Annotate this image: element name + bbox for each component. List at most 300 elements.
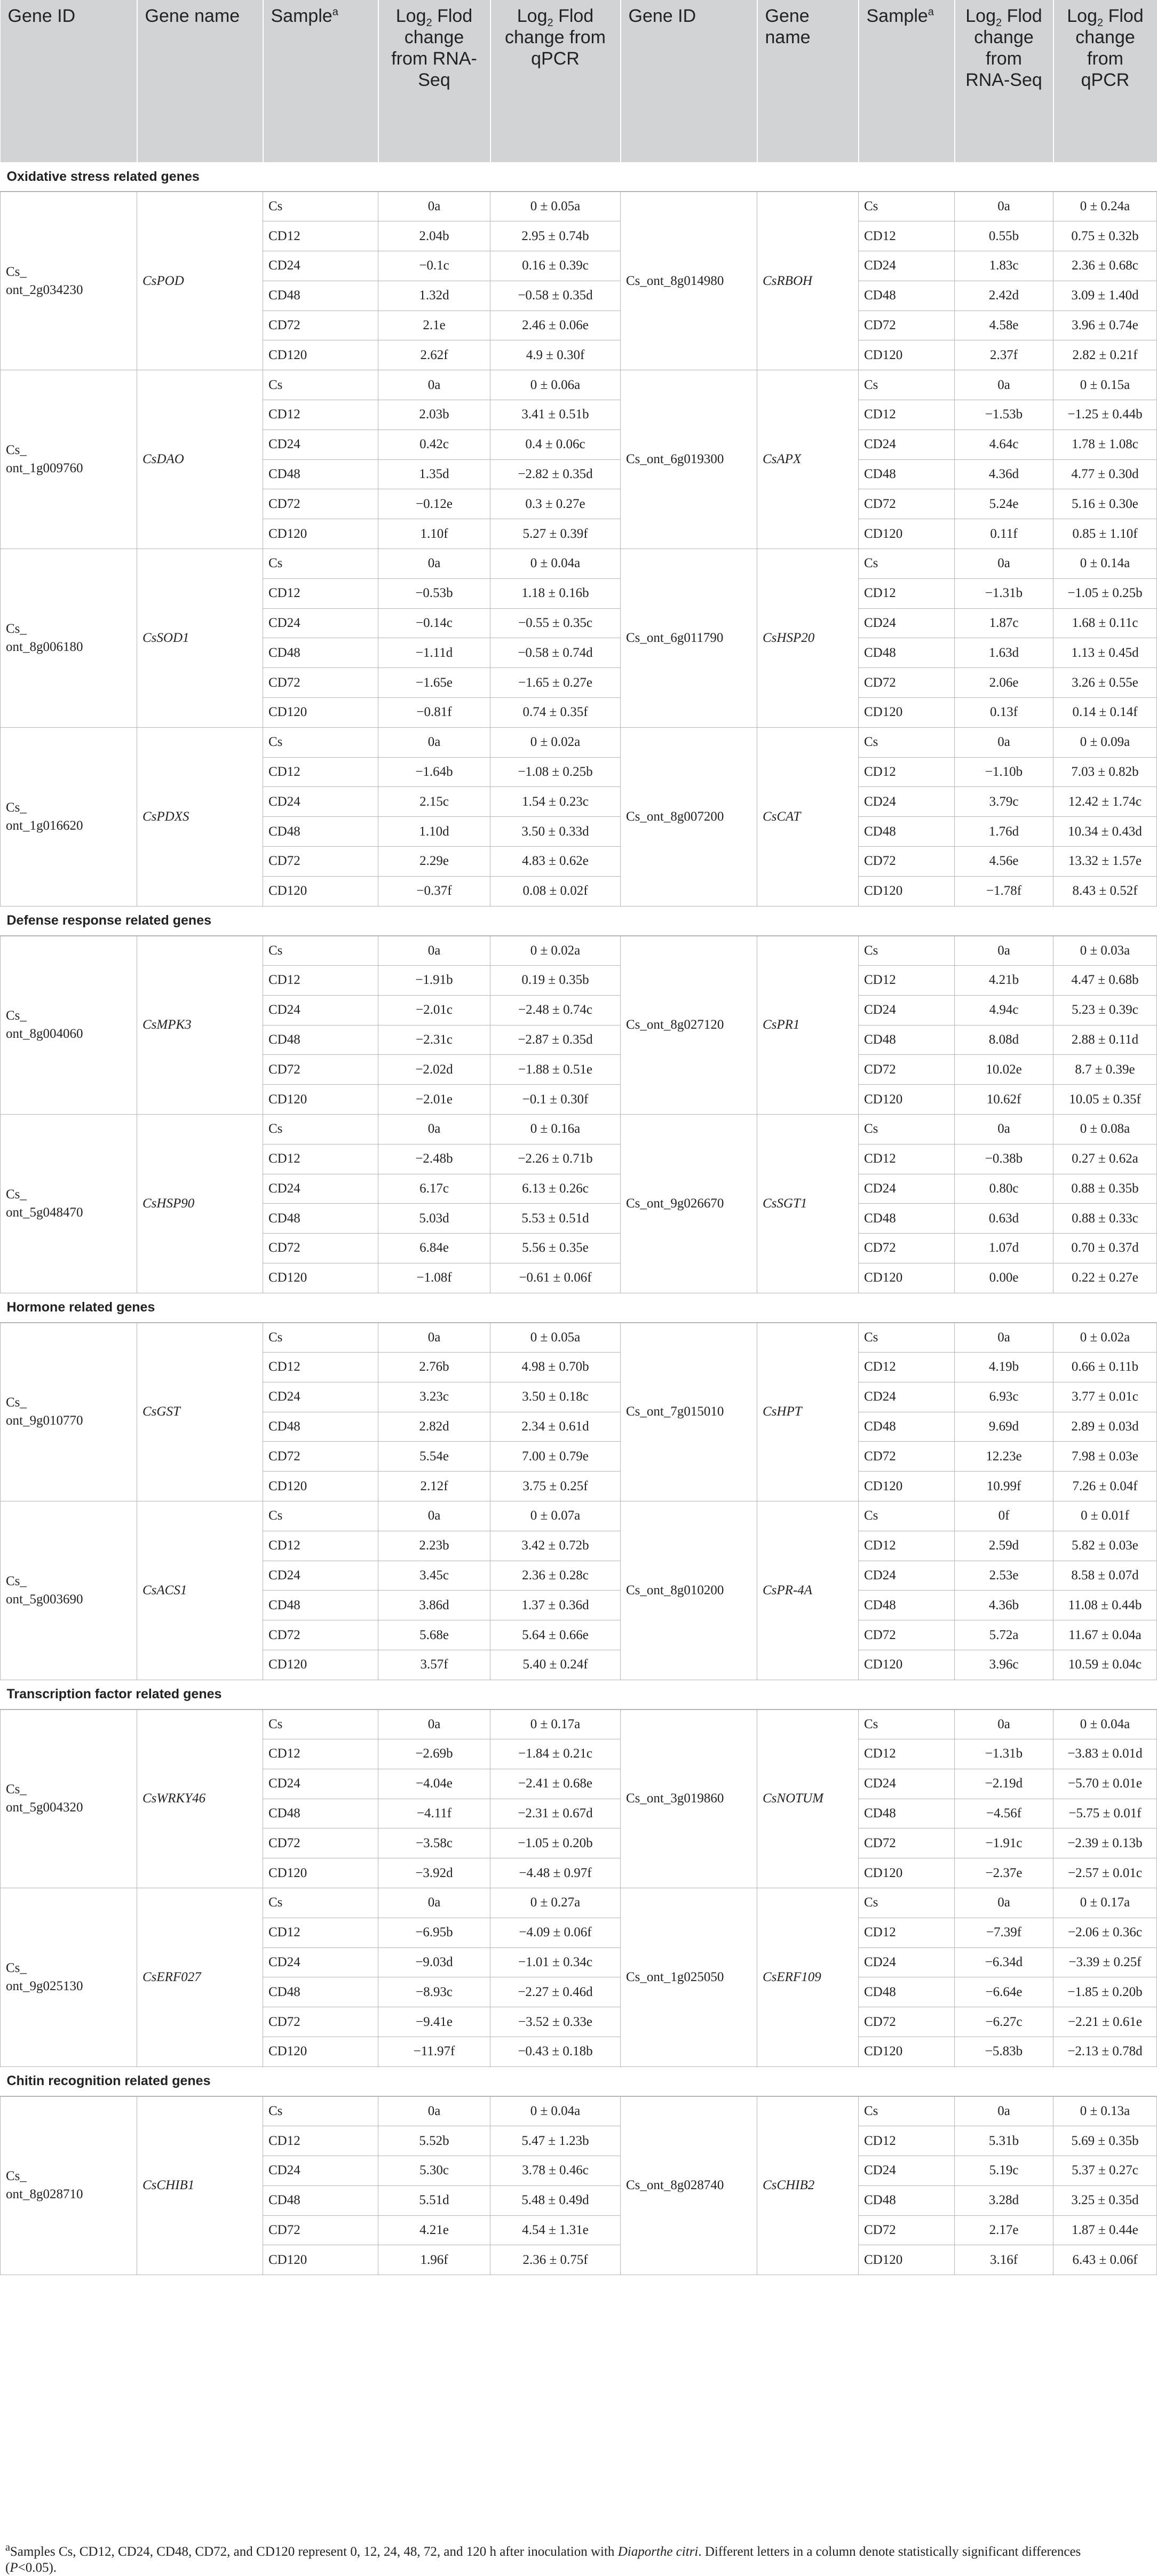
qpcr-value: 0 ± 0.27a [490, 1888, 621, 1918]
rnaseq-value: −9.41e [378, 2007, 490, 2037]
sample-cell: CD12 [263, 578, 378, 608]
gene-name: CsERF109 [757, 1888, 859, 2067]
sample-cell: Cs [859, 549, 955, 579]
qpcr-value: 0.08 ± 0.02f [490, 876, 621, 906]
qpcr-value: 0.4 ± 0.06c [490, 430, 621, 459]
sample-cell: Cs [263, 192, 378, 221]
sample-cell: CD120 [263, 698, 378, 728]
qpcr-value: 0.27 ± 0.62a [1053, 1144, 1157, 1174]
gene-id [1, 1501, 137, 1680]
rnaseq-value: 0a [955, 936, 1053, 966]
rnaseq-value: −3.58c [378, 1828, 490, 1858]
sample-cell: CD120 [263, 1650, 378, 1680]
sample-cell: CD24 [263, 2156, 378, 2185]
sample-cell: CD48 [263, 1977, 378, 2007]
qpcr-value: −3.83 ± 0.01d [1053, 1739, 1157, 1769]
sample-cell: CD24 [859, 1769, 955, 1799]
qpcr-value: 0 ± 0.01f [1053, 1501, 1157, 1531]
rnaseq-value: 6.17c [378, 1174, 490, 1204]
sample-cell: CD24 [859, 995, 955, 1025]
gene-name: CsSOD1 [137, 549, 263, 728]
rnaseq-value: 4.21e [378, 2215, 490, 2245]
qpcr-value: 0 ± 0.17a [1053, 1888, 1157, 1918]
sample-cell: Cs [859, 1710, 955, 1739]
qpcr-value: 5.37 ± 0.27c [1053, 2156, 1157, 2185]
sample-cell: CD48 [859, 638, 955, 668]
qpcr-value: 0 ± 0.02a [490, 936, 621, 966]
qpcr-value: −1.85 ± 0.20b [1053, 1977, 1157, 2007]
rnaseq-value: 0.80c [955, 1174, 1053, 1204]
rnaseq-value: −8.93c [378, 1977, 490, 2007]
qpcr-value: 3.78 ± 0.46c [490, 2156, 621, 2185]
sample-cell: CD24 [859, 608, 955, 638]
rnaseq-value: 0a [378, 1501, 490, 1531]
sample-cell: CD12 [263, 1918, 378, 1947]
rnaseq-value: 4.21b [955, 965, 1053, 995]
rnaseq-value: −0.53b [378, 578, 490, 608]
rnaseq-value: −3.92d [378, 1858, 490, 1888]
qpcr-value: 2.88 ± 0.11d [1053, 1025, 1157, 1055]
qpcr-value: 0 ± 0.07a [490, 1501, 621, 1531]
qpcr-value: 0 ± 0.05a [490, 192, 621, 221]
gene-id: Cs_ont_8g010200 [621, 1501, 757, 1680]
sample-cell: CD24 [263, 251, 378, 281]
sample-cell: CD120 [263, 1858, 378, 1888]
qpcr-value: 4.77 ± 0.30d [1053, 459, 1157, 489]
rnaseq-value: −11.97f [378, 2037, 490, 2067]
gene-id-part: Cs_ [6, 1008, 27, 1023]
gene-id-part: Cs_ [6, 1395, 27, 1410]
rnaseq-value: 0.55b [955, 221, 1053, 251]
sample-cell: Cs [859, 1323, 955, 1353]
qpcr-value: −0.1 ± 0.30f [490, 1085, 621, 1115]
rnaseq-value: 5.54e [378, 1442, 490, 1472]
qpcr-value: 5.40 ± 0.24f [490, 1650, 621, 1680]
rnaseq-value: 0a [955, 1323, 1053, 1353]
gene-name: CsPR-4A [757, 1501, 859, 1680]
sample-cell: Cs [263, 727, 378, 757]
rnaseq-value: −1.53b [955, 400, 1053, 430]
rnaseq-value: 2.12f [378, 1472, 490, 1501]
qpcr-value: 4.98 ± 0.70b [490, 1352, 621, 1382]
gene-id: Cs_ont_8g027120 [621, 936, 757, 1115]
qpcr-value: 4.47 ± 0.68b [1053, 965, 1157, 995]
qpcr-value: 4.9 ± 0.30f [490, 340, 621, 370]
rnaseq-value: 4.64c [955, 430, 1053, 459]
sample-cell: CD24 [263, 1769, 378, 1799]
sample-cell: CD24 [263, 1382, 378, 1412]
sample-cell: CD12 [859, 221, 955, 251]
sample-cell: CD72 [263, 1828, 378, 1858]
sample-cell: CD120 [859, 519, 955, 549]
sample-cell: CD72 [859, 1234, 955, 1263]
rnaseq-value: 3.16f [955, 2245, 1053, 2275]
sample-cell: CD24 [859, 1947, 955, 1977]
gene-id-part: Cs_ [6, 1782, 27, 1797]
rnaseq-value: 0a [955, 1888, 1053, 1918]
gene-name: CsHSP20 [757, 549, 859, 728]
sample-cell: Cs [263, 1710, 378, 1739]
qpcr-value: 0.70 ± 0.37d [1053, 1234, 1157, 1263]
qpcr-value: −2.31 ± 0.67d [490, 1799, 621, 1828]
gene-id-part: ont_8g028710 [6, 2187, 83, 2202]
qpcr-value: 7.03 ± 0.82b [1053, 757, 1157, 787]
rnaseq-value: 3.96c [955, 1650, 1053, 1680]
qpcr-value: −1.88 ± 0.51e [490, 1055, 621, 1085]
qpcr-value: 0.16 ± 0.39c [490, 251, 621, 281]
qpcr-value: 0 ± 0.06a [490, 370, 621, 400]
sample-cell: CD12 [263, 757, 378, 787]
qpcr-value: 3.25 ± 0.35d [1053, 2185, 1157, 2215]
gene-name: CsCHIB2 [757, 2096, 859, 2275]
footnote-marker: a [5, 2541, 10, 2554]
gene-id [1, 1888, 137, 2067]
qpcr-value: 0.19 ± 0.35b [490, 965, 621, 995]
table-row [1, 549, 1157, 579]
sample-cell: CD48 [859, 459, 955, 489]
rnaseq-value: 2.03b [378, 400, 490, 430]
qpcr-value: 0.74 ± 0.35f [490, 698, 621, 728]
qpcr-value: −2.48 ± 0.74c [490, 995, 621, 1025]
gene-id: Cs_ont_7g015010 [621, 1323, 757, 1501]
sample-cell: CD48 [859, 1412, 955, 1442]
rnaseq-value: −2.31c [378, 1025, 490, 1055]
qpcr-value: 5.47 ± 1.23b [490, 2126, 621, 2156]
sample-cell: CD12 [859, 578, 955, 608]
qpcr-value: 0.88 ± 0.35b [1053, 1174, 1157, 1204]
sample-cell: CD12 [263, 1531, 378, 1561]
sample-cell: CD72 [263, 1234, 378, 1263]
gene-id-part: ont_1g016620 [6, 818, 83, 833]
section-row [1, 2066, 1157, 2096]
rnaseq-value: 0a [378, 1114, 490, 1144]
sample-cell: CD72 [859, 489, 955, 519]
sample-cell: Cs [263, 1114, 378, 1144]
sample-cell: Cs [859, 370, 955, 400]
sample-cell: CD72 [263, 489, 378, 519]
header-gene-id: Gene ID [1, 0, 137, 162]
qpcr-value: 0.3 ± 0.27e [490, 489, 621, 519]
gene-name: CsPDXS [137, 727, 263, 906]
sample-cell: CD48 [263, 281, 378, 311]
qpcr-value: 0.88 ± 0.33c [1053, 1204, 1157, 1234]
qpcr-value: 0.22 ± 0.27e [1053, 1263, 1157, 1293]
rnaseq-value: 5.68e [378, 1620, 490, 1650]
qpcr-value: 5.23 ± 0.39c [1053, 995, 1157, 1025]
rnaseq-value: 10.02e [955, 1055, 1053, 1085]
sample-cell: CD72 [859, 1620, 955, 1650]
qpcr-value: 7.98 ± 0.03e [1053, 1442, 1157, 1472]
rnaseq-value: −1.11d [378, 638, 490, 668]
rnaseq-value: −4.56f [955, 1799, 1053, 1828]
section-title: Defense response related genes [1, 906, 1157, 936]
sample-cell: CD48 [859, 1025, 955, 1055]
rnaseq-value: 2.53e [955, 1561, 1053, 1591]
qpcr-value: 3.77 ± 0.01c [1053, 1382, 1157, 1412]
sample-cell: CD24 [859, 1382, 955, 1412]
rnaseq-value: 2.29e [378, 847, 490, 877]
rnaseq-value: −1.91b [378, 965, 490, 995]
rnaseq-value: 0a [378, 727, 490, 757]
gene-id: Cs_ont_1g025050 [621, 1888, 757, 2067]
sample-cell: CD24 [263, 1947, 378, 1977]
rnaseq-value: 1.63d [955, 638, 1053, 668]
header-gene-name: Gene name [757, 0, 859, 162]
gene-name: CsCHIB1 [137, 2096, 263, 2275]
rnaseq-value: −0.14c [378, 608, 490, 638]
rnaseq-value: −4.04e [378, 1769, 490, 1799]
gene-name: CsCAT [757, 727, 859, 906]
qpcr-value: −2.87 ± 0.35d [490, 1025, 621, 1055]
sample-cell: Cs [859, 1501, 955, 1531]
sample-cell: Cs [859, 936, 955, 966]
sample-cell: CD120 [859, 698, 955, 728]
rnaseq-value: 0a [955, 1114, 1053, 1144]
qpcr-value: 3.09 ± 1.40d [1053, 281, 1157, 311]
rnaseq-value: 10.99f [955, 1472, 1053, 1501]
sample-cell: CD24 [859, 251, 955, 281]
table-body [1, 162, 1157, 2275]
sample-cell: CD48 [263, 459, 378, 489]
rnaseq-value: 4.94c [955, 995, 1053, 1025]
table-row [1, 192, 1157, 221]
rnaseq-value: 0.00e [955, 1263, 1053, 1293]
rnaseq-value: 2.15c [378, 787, 490, 817]
sample-cell: CD12 [859, 965, 955, 995]
sample-cell: CD48 [263, 1025, 378, 1055]
rnaseq-value: 0a [378, 1710, 490, 1739]
qpcr-value: −0.43 ± 0.18b [490, 2037, 621, 2067]
rnaseq-value: 0a [378, 1323, 490, 1353]
gene-id-part: Cs_ [6, 1187, 27, 1202]
sample-cell: CD120 [263, 876, 378, 906]
qpcr-value: −0.61 ± 0.06f [490, 1263, 621, 1293]
qpcr-value: 2.36 ± 0.68c [1053, 251, 1157, 281]
section-row [1, 1293, 1157, 1323]
qpcr-value: −1.08 ± 0.25b [490, 757, 621, 787]
header-qpcr: Log$_2$ Flod change from qPCR [1053, 0, 1157, 162]
rnaseq-value: −4.11f [378, 1799, 490, 1828]
qpcr-value: 2.34 ± 0.61d [490, 1412, 621, 1442]
sample-cell: CD120 [263, 1472, 378, 1501]
gene-name: CsGST [137, 1323, 263, 1501]
gene-id [1, 192, 137, 370]
gene-id-part: Cs_ [6, 1573, 27, 1588]
rnaseq-value: 1.10f [378, 519, 490, 549]
gene-id-part: Cs_ [6, 800, 27, 815]
qpcr-value: 1.54 ± 0.23c [490, 787, 621, 817]
gene-name: CsPOD [137, 192, 263, 370]
sample-cell: CD24 [263, 430, 378, 459]
gene-name: CsAPX [757, 370, 859, 549]
rnaseq-value: 3.45c [378, 1561, 490, 1591]
qpcr-value: 3.41 ± 0.51b [490, 400, 621, 430]
qpcr-value: −3.39 ± 0.25f [1053, 1947, 1157, 1977]
sample-cell: Cs [263, 370, 378, 400]
section-title: Hormone related genes [1, 1293, 1157, 1323]
sample-cell: CD12 [859, 1918, 955, 1947]
gene-name: CsHSP90 [137, 1114, 263, 1293]
qpcr-value: 10.34 ± 0.43d [1053, 817, 1157, 847]
sample-cell: CD12 [263, 221, 378, 251]
sample-cell: CD120 [263, 1085, 378, 1115]
gene-id [1, 727, 137, 906]
rnaseq-value: 3.57f [378, 1650, 490, 1680]
qpcr-value: −2.26 ± 0.71b [490, 1144, 621, 1174]
sample-cell: CD12 [263, 400, 378, 430]
rnaseq-value: 0a [955, 370, 1053, 400]
sample-cell: CD72 [263, 847, 378, 877]
qpcr-value: 2.36 ± 0.28c [490, 1561, 621, 1591]
rnaseq-value: 2.42d [955, 281, 1053, 311]
rnaseq-value: −2.69b [378, 1739, 490, 1769]
sample-cell: CD24 [859, 1561, 955, 1591]
rnaseq-value: −2.37e [955, 1858, 1053, 1888]
sample-cell: CD120 [263, 519, 378, 549]
gene-id: Cs_ont_8g007200 [621, 727, 757, 906]
rnaseq-value: 0a [955, 549, 1053, 579]
qpcr-value: 3.50 ± 0.33d [490, 817, 621, 847]
sample-cell: CD12 [859, 1531, 955, 1561]
sample-cell: CD48 [263, 2185, 378, 2215]
gene-id-part: ont_9g025130 [6, 1978, 83, 1993]
rnaseq-value: −1.08f [378, 1263, 490, 1293]
qpcr-value: 6.13 ± 0.26c [490, 1174, 621, 1204]
sample-cell: CD72 [263, 668, 378, 698]
rnaseq-value: 2.37f [955, 340, 1053, 370]
rnaseq-value: 1.76d [955, 817, 1053, 847]
rnaseq-value: 1.87c [955, 608, 1053, 638]
sample-cell: CD48 [859, 281, 955, 311]
gene-name: CsWRKY46 [137, 1710, 263, 1888]
table-row [1, 2096, 1157, 2126]
qpcr-value: 2.46 ± 0.06e [490, 311, 621, 340]
sample-cell: CD120 [263, 2245, 378, 2275]
sample-cell: CD48 [263, 638, 378, 668]
gene-id: Cs_ont_8g028740 [621, 2096, 757, 2275]
rnaseq-value: 2.76b [378, 1352, 490, 1382]
rnaseq-value: 5.19c [955, 2156, 1053, 2185]
sample-cell: CD72 [263, 2215, 378, 2245]
rnaseq-value: −9.03d [378, 1947, 490, 1977]
gene-id [1, 1323, 137, 1501]
rnaseq-value: −2.19d [955, 1769, 1053, 1799]
rnaseq-value: 4.58e [955, 311, 1053, 340]
sample-cell: CD120 [263, 340, 378, 370]
sample-cell: CD48 [859, 1799, 955, 1828]
gene-id-part: Cs_ [6, 621, 27, 636]
sample-cell: Cs [263, 1501, 378, 1531]
sample-cell: CD72 [263, 1055, 378, 1085]
rnaseq-value: −2.01e [378, 1085, 490, 1115]
rnaseq-value: 5.52b [378, 2126, 490, 2156]
header-gene-id: Gene ID [621, 0, 757, 162]
gene-id-part: ont_8g006180 [6, 639, 83, 654]
rnaseq-value: 4.36d [955, 459, 1053, 489]
gene-id-part: ont_9g010770 [6, 1413, 83, 1428]
qpcr-value: −4.48 ± 0.97f [490, 1858, 621, 1888]
gene-id-part: Cs_ [6, 443, 27, 458]
sample-cell: CD72 [859, 668, 955, 698]
table-row [1, 1888, 1157, 1918]
qpcr-value: 5.69 ± 0.35b [1053, 2126, 1157, 2156]
sample-cell: CD72 [859, 1442, 955, 1472]
qpcr-value: 10.05 ± 0.35f [1053, 1085, 1157, 1115]
sample-cell: CD72 [859, 1828, 955, 1858]
sample-cell: Cs [263, 549, 378, 579]
gene-id [1, 1710, 137, 1888]
sample-cell: CD24 [263, 1174, 378, 1204]
qpcr-value: 7.00 ± 0.79e [490, 1442, 621, 1472]
section-row [1, 906, 1157, 936]
qpcr-value: −2.13 ± 0.78d [1053, 2037, 1157, 2067]
rnaseq-value: 6.93c [955, 1382, 1053, 1412]
section-title: Oxidative stress related genes [1, 162, 1157, 192]
qpcr-value: 12.42 ± 1.74c [1053, 787, 1157, 817]
rnaseq-value: 4.56e [955, 847, 1053, 877]
sample-cell: CD72 [859, 1055, 955, 1085]
rnaseq-value: 5.72a [955, 1620, 1053, 1650]
table-header [1, 0, 1157, 162]
rnaseq-value: 2.82d [378, 1412, 490, 1442]
table-row [1, 1501, 1157, 1531]
sample-cell: Cs [263, 1888, 378, 1918]
sample-cell: CD12 [859, 1739, 955, 1769]
rnaseq-value: 2.1e [378, 311, 490, 340]
qpcr-value: −2.06 ± 0.36c [1053, 1918, 1157, 1947]
gene-id: Cs_ont_9g026670 [621, 1114, 757, 1293]
sample-cell: CD12 [859, 1352, 955, 1382]
sample-cell: CD24 [263, 787, 378, 817]
rnaseq-value: 0a [955, 192, 1053, 221]
qpcr-value: 1.68 ± 0.11c [1053, 608, 1157, 638]
table-footnote: $^a$Samples Cs, CD12, CD24, CD48, CD72, and CD120 represent 0, 12, 24, 48, 72, and 120 h after inoculation with Diaporthe citri. Different letters in a column denote statistically significant differences (P<0.05). [5, 2541, 1081, 2575]
sample-cell: CD48 [859, 1204, 955, 1234]
qpcr-value: 0 ± 0.13a [1053, 2096, 1157, 2126]
gene-id [1, 936, 137, 1115]
rnaseq-value: 0a [378, 936, 490, 966]
sample-cell: Cs [859, 1888, 955, 1918]
sample-cell: CD72 [859, 311, 955, 340]
qpcr-value: 2.89 ± 0.03d [1053, 1412, 1157, 1442]
qpcr-value: 1.13 ± 0.45d [1053, 638, 1157, 668]
qpcr-value: −1.05 ± 0.20b [490, 1828, 621, 1858]
rnaseq-value: 1.35d [378, 459, 490, 489]
qpcr-value: 3.42 ± 0.72b [490, 1531, 621, 1561]
rnaseq-value: 8.08d [955, 1025, 1053, 1055]
gene-id-part: Cs_ [6, 2169, 27, 2184]
qpcr-value: 10.59 ± 0.04c [1053, 1650, 1157, 1680]
rnaseq-value: 0.11f [955, 519, 1053, 549]
rnaseq-value: 0f [955, 1501, 1053, 1531]
sample-cell: Cs [859, 2096, 955, 2126]
qpcr-value: 0.85 ± 1.10f [1053, 519, 1157, 549]
gene-name: CsACS1 [137, 1501, 263, 1680]
rnaseq-value: −0.38b [955, 1144, 1053, 1174]
rnaseq-value: 5.51d [378, 2185, 490, 2215]
qpcr-value: 3.75 ± 0.25f [490, 1472, 621, 1501]
sample-cell: Cs [859, 727, 955, 757]
sample-cell: CD12 [859, 1144, 955, 1174]
gene-id [1, 549, 137, 728]
sample-cell: CD12 [263, 965, 378, 995]
section-row [1, 1680, 1157, 1710]
sample-cell: CD48 [859, 2185, 955, 2215]
qpcr-value: −2.82 ± 0.35d [490, 459, 621, 489]
rnaseq-value: 1.32d [378, 281, 490, 311]
qpcr-value: 0 ± 0.03a [1053, 936, 1157, 966]
sample-cell: CD72 [859, 2007, 955, 2037]
